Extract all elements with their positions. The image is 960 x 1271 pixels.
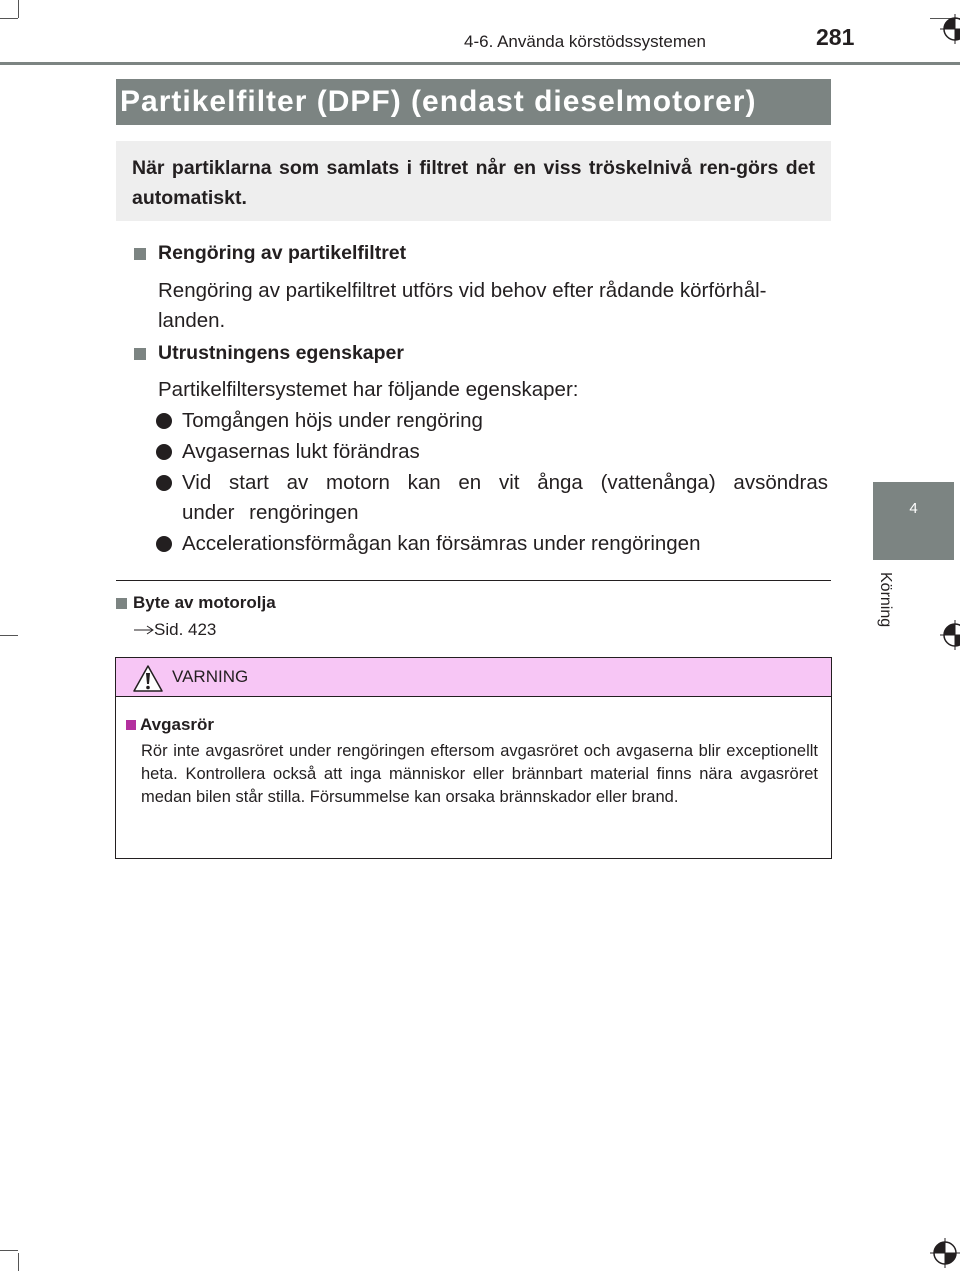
- page-reference-text: Sid. 423: [154, 620, 217, 639]
- warning-subheading: [126, 715, 214, 735]
- note-heading-text: Byte av motorolja: [133, 593, 276, 612]
- list-item-text: Avgasernas lukt förändras: [182, 440, 420, 463]
- warning-label: VARNING: [172, 667, 249, 686]
- registration-mark-icon: [930, 1238, 960, 1268]
- bullet-dot-icon: [156, 536, 172, 552]
- crop-mark: [0, 635, 18, 636]
- chapter-number: 4: [909, 500, 918, 517]
- page-reference: [134, 620, 216, 640]
- crop-mark: [18, 0, 19, 18]
- section-divider: [116, 580, 831, 581]
- arrow-right-icon: [134, 625, 154, 635]
- title-bar: [116, 79, 831, 125]
- section-body: Partikelfiltersystemet har följande egenskaper:: [158, 378, 579, 401]
- list-item: [156, 468, 828, 528]
- square-bullet-icon: [134, 348, 146, 360]
- warning-subheading-text: Avgasrör: [140, 715, 215, 734]
- section-heading-text: Utrustningens egenskaper: [158, 342, 404, 364]
- registration-mark-icon: [940, 620, 960, 650]
- list-item: [156, 406, 828, 436]
- warning-triangle-icon: [133, 665, 163, 692]
- registration-mark-icon: [940, 14, 960, 44]
- warning-box: [115, 657, 832, 859]
- list-item-text: Accelerationsförmågan kan försämras under rengöringen: [182, 532, 701, 555]
- list-item: [156, 437, 828, 467]
- page-number: 281: [816, 24, 855, 50]
- bullet-dot-icon: [156, 413, 172, 429]
- list-item-text: Vid start av motorn kan en vit ånga (vattenånga) avsöndras under rengöringen: [182, 471, 828, 524]
- list-item-text: Tomgången höjs under rengöring: [182, 409, 483, 432]
- section-body: Rengöring av partikelfiltret utförs vid behov efter rådande körförhål-landen.: [158, 279, 767, 332]
- crop-mark: [0, 1250, 18, 1251]
- warning-header: [116, 658, 831, 697]
- chapter-label: Körning: [877, 572, 894, 628]
- running-header-section: 4-6. Använda körstödssystemen: [464, 32, 706, 51]
- chapter-tab: [873, 482, 954, 560]
- section-heading: [134, 242, 406, 265]
- note-heading: [116, 593, 276, 613]
- section-heading-text: Rengöring av partikelfiltret: [158, 242, 407, 264]
- warning-text: Rör inte avgasröret under rengöringen eftersom avgasröret och avgaserna blir exceptionellt heta. Kontrollera också att inga människor eller brännbart material finns nära avgasröret medan bilen står stilla. Försummelse kan orsaka brännskador eller brand.: [141, 742, 818, 806]
- section-heading: [134, 342, 404, 365]
- list-item: [156, 529, 828, 559]
- header-rule: [0, 62, 960, 65]
- bullet-dot-icon: [156, 475, 172, 491]
- crop-mark: [18, 1253, 19, 1271]
- bullet-dot-icon: [156, 444, 172, 460]
- square-bullet-icon: [126, 720, 136, 730]
- crop-mark: [0, 18, 18, 19]
- intro-text: När partiklarna som samlats i filtret når en viss tröskelnivå ren-görs det automatiskt.: [132, 157, 815, 209]
- page-title: Partikelfilter (DPF) (endast dieselmotorer): [120, 85, 757, 118]
- square-bullet-icon: [134, 248, 146, 260]
- intro-box: [116, 141, 831, 221]
- square-bullet-icon: [116, 598, 127, 609]
